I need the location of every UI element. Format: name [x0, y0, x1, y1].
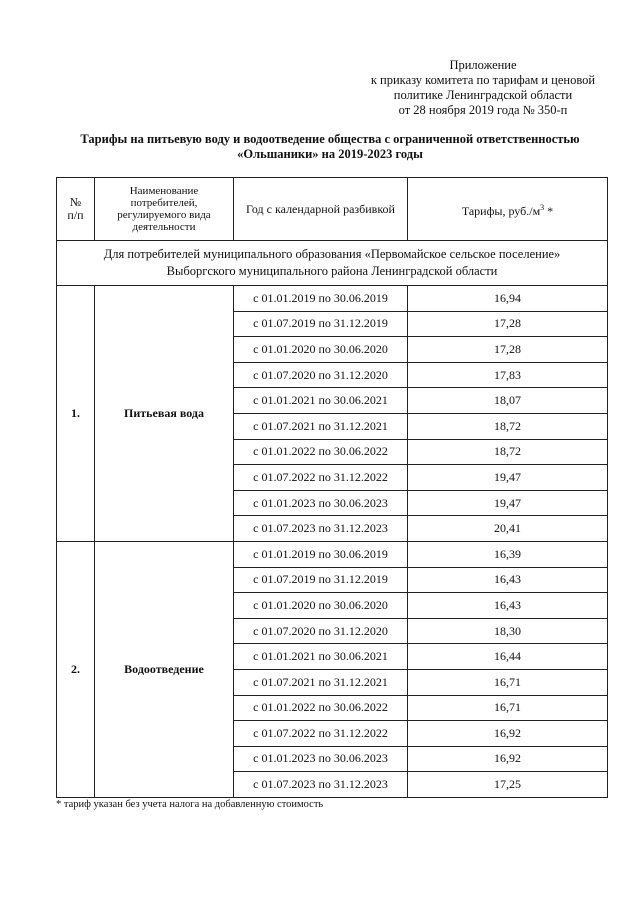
tariff-value-cell: 16,92: [408, 746, 608, 772]
period-cell: с 01.07.2023 по 31.12.2023: [234, 772, 408, 798]
period-cell: с 01.07.2020 по 31.12.2020: [234, 362, 408, 388]
period-cell: с 01.01.2020 по 30.06.2020: [234, 593, 408, 619]
period-cell: с 01.01.2021 по 30.06.2021: [234, 644, 408, 670]
period-cell: с 01.01.2020 по 30.06.2020: [234, 337, 408, 363]
tariff-value-cell: 19,47: [408, 465, 608, 491]
period-cell: с 01.01.2023 по 30.06.2023: [234, 490, 408, 516]
appendix-line: от 28 ноября 2019 года № 350-п: [398, 103, 568, 117]
tariff-value-cell: 17,25: [408, 772, 608, 798]
tariff-value-cell: 16,43: [408, 567, 608, 593]
period-cell: с 01.07.2020 по 31.12.2020: [234, 618, 408, 644]
header-period: Год с календарной разбивкой: [234, 178, 408, 241]
period-cell: с 01.01.2021 по 30.06.2021: [234, 388, 408, 414]
header-tariff: Тарифы, $руб./м^3$ *: [408, 178, 608, 241]
tariff-value-cell: 17,28: [408, 337, 608, 363]
tariff-value-cell: 16,71: [408, 695, 608, 721]
tariff-value-cell: 18,72: [408, 439, 608, 465]
period-cell: с 01.01.2023 по 30.06.2023: [234, 746, 408, 772]
service-number: 1.: [57, 286, 95, 542]
service-number: 2.: [57, 541, 95, 797]
title-line: «Ольшаники» на 2019-2023 годы: [237, 147, 423, 161]
tariff-value-cell: 16,92: [408, 721, 608, 747]
period-cell: с 01.07.2019 по 31.12.2019: [234, 567, 408, 593]
appendix-line: к приказу комитета по тарифам и ценовой: [370, 73, 596, 87]
period-cell: с 01.01.2019 по 30.06.2019: [234, 541, 408, 567]
service-name: Водоотведение: [95, 541, 234, 797]
footnote: * тариф указан без учета налога на добавленную стоимость: [56, 799, 324, 810]
document-title: [40, 132, 620, 162]
period-cell: с 01.07.2021 по 31.12.2021: [234, 669, 408, 695]
period-cell: с 01.01.2022 по 30.06.2022: [234, 439, 408, 465]
period-cell: с 01.07.2021 по 31.12.2021: [234, 413, 408, 439]
period-cell: с 01.07.2023 по 31.12.2023: [234, 516, 408, 542]
header-consumer-name: Наименование потребителей, регулируемого вида деятельности: [95, 178, 234, 241]
period-cell: с 01.01.2022 по 30.06.2022: [234, 695, 408, 721]
table-header-row: [57, 178, 608, 241]
period-cell: с 01.07.2022 по 31.12.2022: [234, 465, 408, 491]
title-line: Тарифы на питьевую воду и водоотведение общества с ограниченной ответственностью: [80, 132, 580, 146]
tariff-value-cell: 16,43: [408, 593, 608, 619]
period-cell: с 01.07.2022 по 31.12.2022: [234, 721, 408, 747]
tariff-value-cell: 16,39: [408, 541, 608, 567]
tariff-value-cell: 17,28: [408, 311, 608, 337]
tariff-value-cell: 18,30: [408, 618, 608, 644]
service-name: Питьевая вода: [95, 286, 234, 542]
tariff-value-cell: 20,41: [408, 516, 608, 542]
appendix-header: [352, 58, 614, 118]
period-cell: с 01.01.2019 по 30.06.2019: [234, 286, 408, 312]
tariff-value-cell: 16,94: [408, 286, 608, 312]
header-number: № п/п: [57, 178, 95, 241]
period-cell: с 01.07.2019 по 31.12.2019: [234, 311, 408, 337]
tariff-table: [56, 177, 608, 798]
group-row: [57, 241, 608, 286]
tariff-value-cell: 17,83: [408, 362, 608, 388]
appendix-line: Приложение: [449, 58, 517, 72]
consumer-group-cell: Для потребителей муниципального образования «Первомайское сельское поселение» Выборгского муниципального района Ленинградской области: [57, 241, 608, 286]
tariff-value-cell: 18,72: [408, 413, 608, 439]
tariff-value-cell: 18,07: [408, 388, 608, 414]
table-row: [57, 541, 608, 567]
tariff-value-cell: 16,71: [408, 669, 608, 695]
table-row: [57, 286, 608, 312]
tariff-value-cell: 19,47: [408, 490, 608, 516]
tariff-value-cell: 16,44: [408, 644, 608, 670]
appendix-line: политике Ленинградской области: [393, 88, 573, 102]
